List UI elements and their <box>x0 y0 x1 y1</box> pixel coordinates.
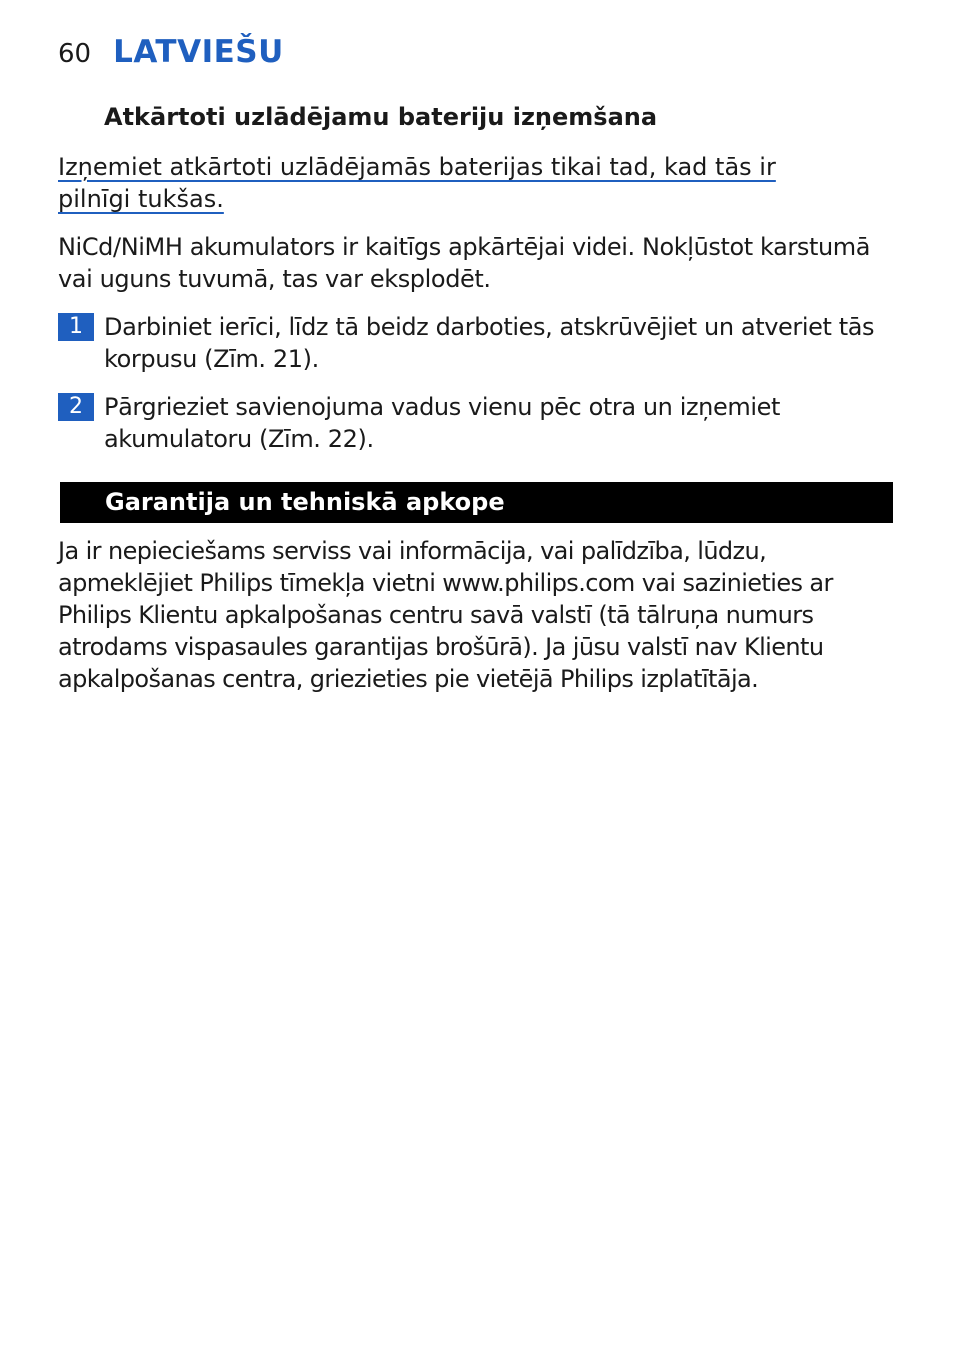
step-2 <box>58 391 904 455</box>
page-number: 60 <box>58 39 92 69</box>
step-text: Pārgrieziet savienojuma vadus vienu pēc otra un izņemiet akumulatoru (Zīm. 22). <box>104 393 780 453</box>
battery-removal-heading: Atkārtoti uzlādējamu bateriju izņemšana <box>104 103 658 131</box>
language-title: LATVIEŠU <box>113 34 284 70</box>
step-text: Darbiniet ierīci, līdz tā beidz darboties, atskrūvējiet un atveriet tās korpusu (Zīm. 21). <box>104 313 875 373</box>
step-number-badge: 2 <box>58 393 94 421</box>
warranty-heading-band <box>60 482 893 523</box>
warranty-heading: Garantija un tehniskā apkope <box>105 488 505 516</box>
battery-warning <box>58 151 828 215</box>
step-1 <box>58 311 904 375</box>
battery-warning-text: Izņemiet atkārtoti uzlādējamās baterijas tikai tad, kad tās ir pilnīgi tukšas. <box>58 153 776 213</box>
warranty-body: Ja ir nepieciešams serviss vai informācija, vai palīdzība, lūdzu, apmeklējiet Philips tīmekļa vietni www.philips.com vai sazinieties ar Philips Klientu apkalpošanas centru savā valstī (tā tālruņa numurs atrodams vispasaules garantijas brošūrā). Ja jūsu valstī nav Klientu apkalpošanas centra, griezieties pie vietējā Philips izplatītāja. <box>58 537 833 693</box>
page-header <box>58 34 284 74</box>
step-number-badge: 1 <box>58 313 94 341</box>
environment-note: NiCd/NiMH akumulators ir kaitīgs apkārtējai videi. Nokļūstot karstumā vai uguns tuvumā, tas var eksplodēt. <box>58 233 871 293</box>
